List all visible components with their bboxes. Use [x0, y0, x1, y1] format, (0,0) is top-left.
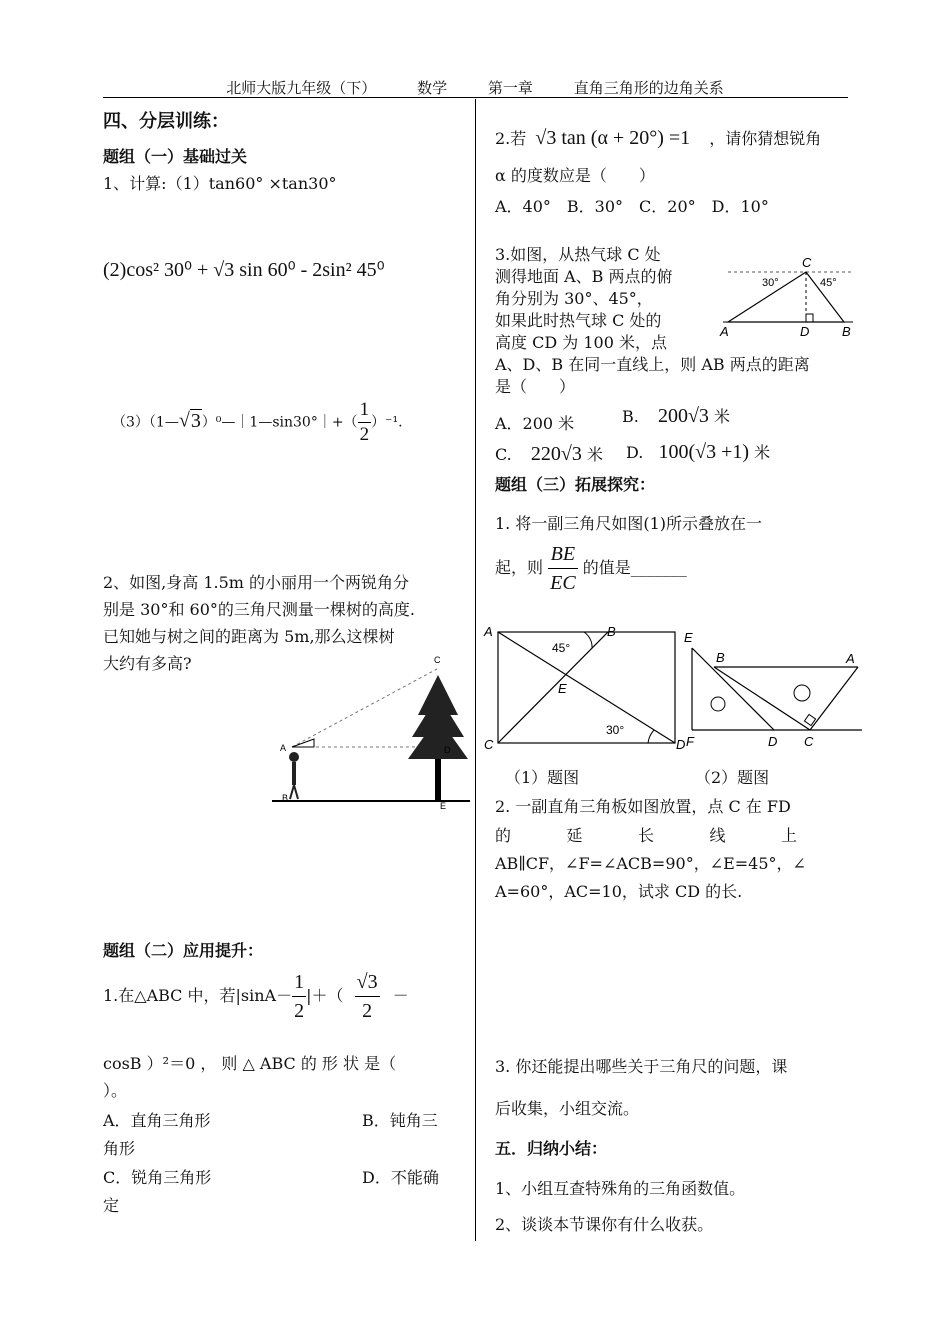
g3q2-word: 的: [495, 826, 512, 845]
q1-3-end: ）⁻¹.: [371, 414, 403, 431]
tree-label-b: B: [282, 793, 289, 803]
g3q1-qi: 起，则: [495, 558, 544, 577]
g3q2-word: 延: [566, 826, 583, 845]
g3q2-word: 长: [637, 826, 654, 845]
fig1-label-b: B: [607, 624, 616, 639]
g2q1-frac2: [355, 968, 380, 1025]
fig1-caption: （1）题图: [505, 768, 580, 787]
q2-line: 大约有多高?: [103, 654, 192, 673]
section-title: 四、分层训练：: [103, 111, 229, 132]
fig2-label-b: B: [716, 650, 725, 665]
option-d-cont: 定: [103, 1196, 120, 1215]
summary-title: 五．归纳小结：: [495, 1139, 608, 1158]
g3q2-line1: 2. 一副直角三角板如图放置，点 C 在 FD: [495, 797, 791, 816]
r-q3-line7: 是（ ）: [495, 377, 576, 396]
q3-option-b-label: B.: [622, 407, 639, 426]
q1-label: 1、计算:（1）tan60° ×tan30°: [103, 174, 337, 193]
q1-2-expression: (2)cos² 30⁰ + √3 sin 60⁰ - 2sin² 45⁰: [103, 259, 385, 281]
q3-option-d-value: 100(√3 +1): [658, 441, 750, 463]
q3-option-b-unit: 米: [714, 407, 731, 426]
group1-title: 题组（一）基础过关: [103, 147, 248, 166]
fig1-angle-30: 30°: [606, 723, 625, 737]
g2q1-frac1: [292, 968, 306, 1025]
g2q1-frac1-den: 2: [294, 1000, 305, 1022]
page-header: [0, 77, 950, 98]
q3-option-c-label: C.: [495, 445, 512, 464]
r-q2-line2: α 的度数应是（ ）: [495, 166, 655, 185]
option-b: B．钝角三: [362, 1111, 438, 1130]
fig2-label-a: A: [846, 651, 855, 666]
g2q1-frac2-num: √3: [355, 968, 380, 997]
q3-option-b-value: 200√3: [657, 405, 709, 427]
fig1-angle-45: 45°: [552, 641, 571, 655]
fig1-label-a: A: [484, 624, 493, 639]
r-q3-line6: A、D、B 在同一直线上，则 AB 两点的距离: [495, 355, 810, 374]
q1-3-mid: ）⁰—｜1—sin30°｜+（: [201, 414, 358, 431]
r-q3-line: 如果此时热气球 C 处的: [495, 311, 662, 330]
q3-option-c-unit: 米: [586, 445, 603, 464]
fig1-label-d: D: [676, 737, 686, 752]
g3q3-line1: 3. 你还能提出哪些关于三角尺的问题，课: [495, 1057, 788, 1076]
r-q3-line: 3.如图，从热气球 C 处: [495, 245, 661, 264]
q1-3-half: [358, 398, 372, 447]
header-subject: 数学: [417, 79, 448, 97]
option-a: A．直角三角形: [103, 1111, 211, 1130]
r-q2-suffix: ，请你猜想锐角: [709, 129, 822, 148]
g3q1-frac-den: EC: [550, 572, 576, 594]
r-q2-prefix: 2.若: [495, 129, 527, 148]
header-topic: 直角三角形的边角关系: [573, 79, 724, 97]
q1-3-half-num: 1: [358, 398, 372, 423]
q3-option-a: A．200 米: [495, 414, 575, 433]
balloon-angle-45: 45°: [820, 277, 837, 289]
q1-3-prefix: （3）（1—: [112, 414, 179, 431]
r-q3-line: 高度 CD 为 100 米，点: [495, 333, 667, 352]
g2q1-prefix: 1.在△ABC 中，若|sinA－: [103, 986, 293, 1005]
g3q1-tail: 的值是_______: [582, 558, 687, 577]
balloon-angle-30: 30°: [762, 277, 779, 289]
g3q1-line2: [495, 540, 687, 597]
group3-title: 题组（三）拓展探究：: [495, 475, 656, 494]
fig2-label-f: F: [686, 734, 694, 749]
g3q1-frac: [548, 540, 578, 597]
r-q3-line: 测得地面 A、B 两点的俯: [495, 267, 673, 286]
q3-option-c: [495, 442, 603, 467]
option-c: C．锐角三角形: [103, 1168, 212, 1187]
g2q1-line1: [103, 968, 409, 1025]
fig2-caption: （2）题图: [695, 768, 770, 787]
balloon-label-c: C: [802, 255, 812, 270]
balloon-label-d: D: [800, 324, 810, 339]
tree-measurement-figure: [272, 655, 472, 810]
header-rule: [103, 97, 848, 98]
r-q2-expr: √3 tan (α + 20°) =1: [535, 127, 691, 149]
option-d: D．不能确: [362, 1168, 439, 1187]
column-divider: [475, 99, 476, 1241]
tree-label-d: D: [444, 745, 451, 755]
q1-3-expression: （3）（1—√3）⁰—｜1—sin30°｜+（ $\frac{1}{2}$ ）⁻¹.: [112, 399, 403, 445]
r-q3-text: [495, 244, 673, 354]
fig2-label-e: E: [684, 630, 693, 645]
r-q2-options: A．40° B．30° C．20° D．10°: [495, 197, 769, 216]
header-chapter: 第一章: [487, 79, 533, 97]
triangle-figure-2: [682, 630, 866, 752]
q1-3-half-den: 2: [359, 424, 370, 445]
g3q2-line3: AB∥CF，∠F=∠ACB=90°，∠E=45°，∠: [495, 854, 806, 873]
g2q1-line2: cosB ）²＝0 ， 则 △ ABC 的 形 状 是（: [103, 1054, 397, 1073]
fig2-label-d: D: [768, 734, 778, 749]
balloon-label-b: B: [842, 324, 851, 339]
q3-option-c-value: 220√3: [530, 443, 582, 465]
q3-option-d-label: D.: [626, 443, 644, 462]
g3q2-line4: A=60°，AC=10，试求 CD 的长.: [495, 882, 743, 901]
g2q1-line3: ）。: [103, 1081, 128, 1100]
balloon-label-a: A: [720, 324, 729, 339]
tree-label-e: E: [440, 801, 447, 810]
r-q3-line: 角分别为 30°、45°，: [495, 289, 653, 308]
q2-line: 2、如图,身高 1.5m 的小丽用一个两锐角分: [103, 573, 410, 592]
header-book: 北师大版九年级（下）: [226, 79, 377, 97]
tree-label-c: C: [434, 655, 441, 665]
g3q2-word: 线: [709, 826, 726, 845]
summary-item-1: 1、小组互查特殊角的三角函数值。: [495, 1179, 746, 1198]
option-b-cont: 角形: [103, 1139, 136, 1158]
g3q1-line1: 1. 将一副三角尺如图(1)所示叠放在一: [495, 514, 763, 533]
g3q2-word: 上: [780, 826, 797, 845]
q1-3-sqrt: 3: [190, 409, 201, 432]
g3q3-line2: 后收集，小组交流。: [495, 1099, 640, 1118]
summary-item-2: 2、谈谈本节课你有什么收获。: [495, 1215, 714, 1234]
g2q1-frac2-den: 2: [362, 1000, 373, 1022]
fig1-label-c: C: [484, 737, 494, 752]
q2-line: 别是 30°和 60°的三角尺测量一棵树的高度.: [103, 600, 415, 619]
q3-option-b: [622, 404, 730, 429]
tree-label-a: A: [280, 743, 287, 753]
balloon-figure: [718, 252, 858, 342]
q2-line: 已知她与树之间的距离为 5m,那么这棵树: [103, 627, 395, 646]
q3-option-d-unit: 米: [754, 443, 771, 462]
fig1-label-e: E: [558, 681, 567, 696]
g2q1-end: －: [392, 986, 409, 1005]
g2q1-frac1-num: 1: [292, 968, 306, 997]
g3q2-line2: [495, 824, 797, 848]
r-q2-line1: [495, 126, 821, 151]
g2q1-mid: |＋（: [306, 986, 344, 1005]
q3-option-d: [626, 440, 770, 465]
group2-title: 题组（二）应用提升：: [103, 941, 264, 960]
fig2-label-c: C: [804, 734, 814, 749]
triangle-figure-1: [480, 622, 690, 752]
g3q1-frac-num: BE: [548, 540, 578, 569]
